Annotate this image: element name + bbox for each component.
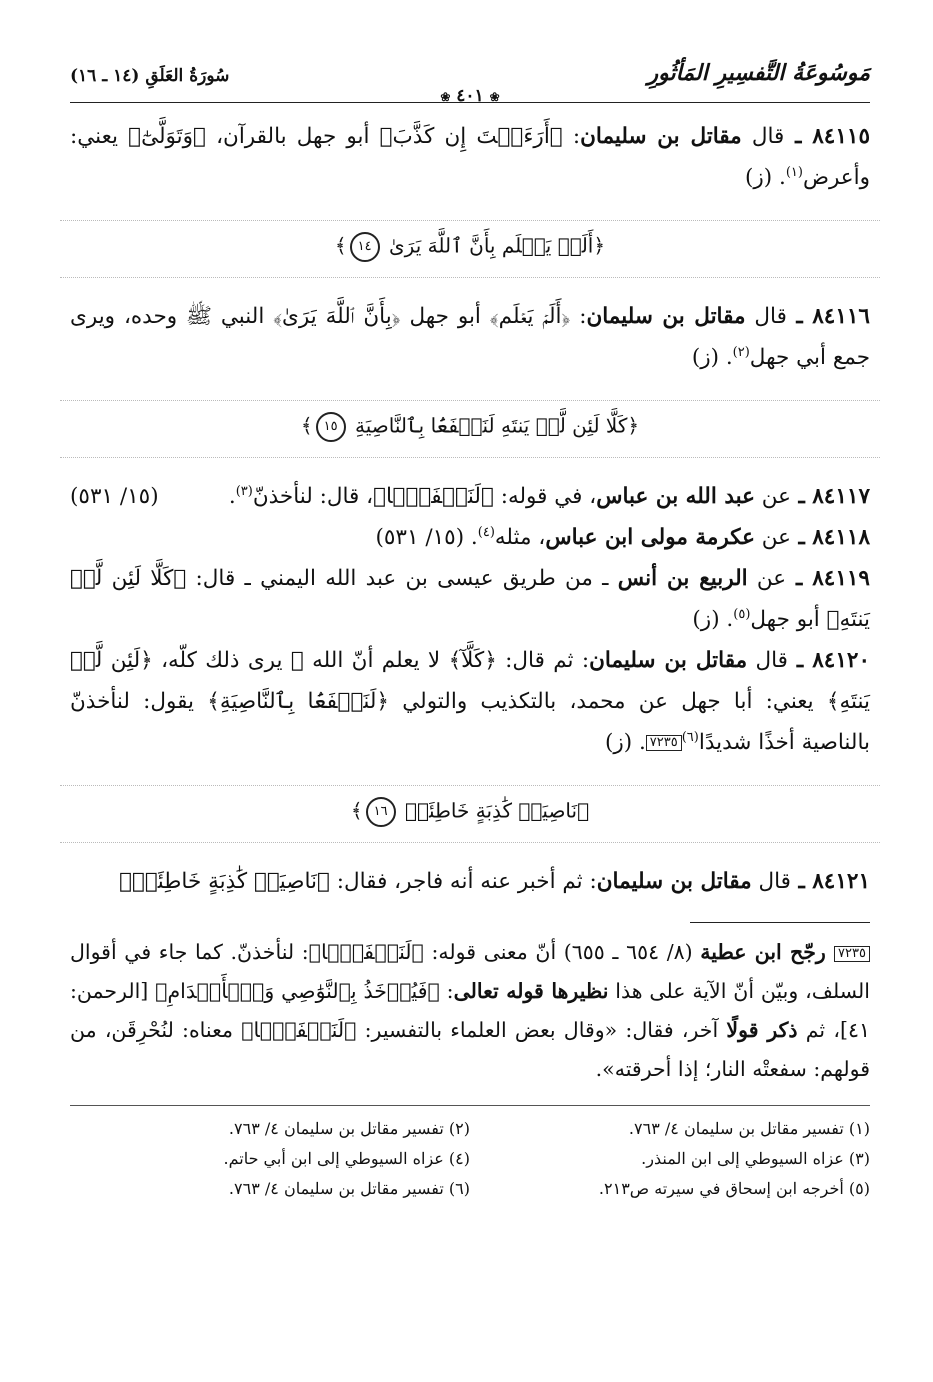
ayah-number-medallion: ١٤ [350,232,380,262]
quran-quote: ﴿أَرَءَيۡتَ إِن كَذَّبَ﴾ [379,124,563,149]
volume-page-ref: (١٥/ ٥٣١) [70,484,159,509]
footnote-2: (٢) تفسير مقاتل بن سليمان ٤/ ٧٦٣. [228,1119,470,1138]
footnote-6: (٦) تفسير مقاتل بن سليمان ٤/ ٧٦٣. [228,1179,470,1198]
ayah-number-medallion: ١٥ [316,412,346,442]
narration-number: ٨٤١١٦ ـ [786,304,870,329]
surah-reference: سُورَةُ العَلَقِ (١٤ ـ ١٦) [70,66,230,86]
verse-heading-15: ﴿كَلَّا لَئِن لَّمۡ يَنتَهِ لَنَسۡفَعَۢا بِٱلنَّاصِيَةِ ١٥﴾ [70,400,870,458]
narration-84120: ٨٤١٢٠ ـ قال مقاتل بن سليمان: ثم قال: ﴿كَلَّآ﴾ لا يعلم أنّ الله ﷻ يرى ذلك كلّه، ﴿لَئِن لَّمۡ يَنتَهِ﴾ يعني: أبا جهل عن محمد، بالتكذيب والتولي ﴿لَنَسۡفَعَۢا بِٱلنَّاصِيَةِ﴾ يقول: لنأخذنّ بالناصية أخذًا شديدًا$^{(٦)}$٧٢٣٥. (ز) [70,648,870,755]
quran-quote: ﴿وَتَوَلَّىٰٓ﴾ [128,124,206,149]
narration-84116: ٨٤١١٦ ـ قال مقاتل بن سليمان: ﴿أَلَمۡ يَعۡلَم﴾ أبو جهل ﴿بِأَنَّ ٱللَّهَ يَرَىٰ﴾ النبي ﷺ وحده، ويرى جمع أبي جهل$^{(٢)}$. (ز) [70,304,870,370]
footnote-marker: (٥) [733,606,751,622]
quran-quote: ﴿لَنَسۡفَعَۢا﴾ [241,1018,357,1042]
narration-number: ٨٤١١٥ ـ [784,124,870,149]
narration-number: ٨٤١١٩ ـ [786,566,870,591]
footnote-marker: (٣) [235,483,253,499]
page-number: ٤٠١ [456,86,484,106]
narration-84117: ٨٤١١٧ ـ عن عبد الله بن عباس، في قوله: ﴿لَنَسۡفَعَۢا﴾، قال: لنأخذنّ$^{(٣)}$. (١٥/ ٥٣١) [70,476,870,517]
ornament-icon: ❀ [440,90,451,104]
narrator: مقاتل بن سليمان [589,648,748,673]
quran-quote: ﴿أَلَمۡ يَعۡلَم﴾ [489,304,571,329]
narrator: مقاتل بن سليمان [586,304,746,329]
quran-quote: ﴿لَئِن لَّمۡ يَنتَهِ﴾ [70,648,870,714]
footnote-marker: (٦) [681,729,699,745]
book-title: مَوسُوعَةُ التَّفسِيرِ المَأثُورِ [647,60,870,86]
verse-text: ﴿أَلَمۡ يَعۡلَم بِأَنَّ ٱللَّهَ يَرَىٰ [389,233,606,258]
volume-page-ref: (١٥/ ٥٣١) [375,525,465,550]
note-reference-box: ٧٢٣٥ [834,946,870,962]
narrator: عبد الله بن عباس [596,484,755,509]
band-line [60,785,880,786]
narrator: الربيع بن أنس [617,566,748,591]
running-header [70,58,870,106]
narration-number: ٨٤١١٨ ـ [790,525,870,550]
narrator: مقاتل بن سليمان [580,124,742,149]
narration-number: ٨٤١٢٠ ـ [787,648,870,673]
narration-84121: ٨٤١٢١ ـ قال مقاتل بن سليمان: ثم أخبر عنه أنه فاجر، فقال: ﴿نَاصِيَةٖ كَٰذِبَةٍ خَاطِئَةٖ﴾ [119,869,870,894]
quran-quote: ﴿كَلَّا لَئِن لَّمۡ يَنتَهِ﴾ [70,566,870,632]
footnote-1: (١) تفسير مقاتل بن سليمان ٤/ ٧٦٣. [628,1119,870,1138]
footnote-4: (٤) عزاه السيوطي إلى ابن أبي حاتم. [223,1149,470,1168]
footnotes-rule [70,1105,870,1106]
verse-heading-16: ﴿نَاصِيَةٖ كَٰذِبَةٍ خَاطِئَةٖ ١٦﴾ [70,785,870,843]
ayah-number-medallion: ١٦ [366,797,396,827]
narration-number: ٨٤١٢١ ـ [790,869,870,894]
band-line [60,277,880,278]
narrator: مقاتل بن سليمان [596,869,752,894]
verse-text: ﴿نَاصِيَةٖ كَٰذِبَةٍ خَاطِئَةٖ [404,798,590,823]
narrator: عكرمة مولى ابن عباس [545,525,755,550]
band-line [60,457,880,458]
commentary-note-7235: ٧٢٣٥ رجّح ابن عطية (٨/ ٦٥٤ ـ ٦٥٥) أنّ معنى قوله: ﴿لَنَسۡفَعَۢا﴾: لنأخذنّ. كما جاء في أقوال السلف، وبيّن أنّ الآية على هذا نظيرها قوله تعالى: ﴿فَيُؤۡخَذُ بِٱلنَّوَٰصِي وَٱلۡأَقۡدَامِ﴾ [الرحمن: ٤١]، ثم ذكر قولًا آخر، فقال: «وقال بعض العلماء بالتفسير: ﴿لَنَسۡفَعَۢا﴾ معناه: لنُحْرِقَن، من قولهم: سفعتْه النار؛ إذا أحرقته». [70,940,870,1081]
quran-quote: ﴿لَنَسۡفَعَۢا﴾ [308,940,424,964]
quran-quote: ﴿لَنَسۡفَعَۢا﴾ [373,484,494,509]
narration-84115: ٨٤١١٥ ـ قال مقاتل بن سليمان: ﴿أَرَءَيۡتَ إِن كَذَّبَ﴾ أبو جهل بالقرآن، ﴿وَتَوَلَّىٰٓ﴾ يعني: وأعرض$^{(١)}$. (ز) [70,124,870,190]
narration-number: ٨٤١١٧ ـ [790,484,870,509]
page [70,58,870,1204]
notes-separator [690,922,870,923]
footnote-marker: (٤) [477,524,495,540]
band-line [60,842,880,843]
note-reference-box[interactable]: ٧٢٣٥ [646,735,682,751]
narration-84118: ٨٤١١٨ ـ عن عكرمة مولى ابن عباس، مثله$^{(٤)}$. (١٥/ ٥٣١) [375,524,870,550]
footnote-5: (٥) أخرجه ابن إسحاق في سيرته ص٢١٣. [598,1179,870,1198]
narration-84119: ٨٤١١٩ ـ عن الربيع بن أنس ـ من طريق عيسى بن عبد الله اليمني ـ قال: ﴿كَلَّا لَئِن لَّمۡ يَنتَهِ﴾ أبو جهل$^{(٥)}$. (ز) [70,566,870,632]
quran-quote: ﴿بِأَنَّ ٱللَّهَ يَرَىٰ﴾ [273,304,401,329]
quran-quote: ﴿لَنَسۡفَعَۢا بِٱلنَّاصِيَةِ﴾ [207,689,389,714]
band-line [60,400,880,401]
quran-quote: ﴿كَلَّآ﴾ [448,648,497,673]
page-number-line [70,86,870,106]
ornament-icon: ❀ [489,90,500,104]
footnote-3: (٣) عزاه السيوطي إلى ابن المنذر. [641,1149,870,1168]
quran-quote: ﴿نَاصِيَةٖ كَٰذِبَةٍ خَاطِئَةٖ﴾ [119,869,330,894]
verse-text: ﴿كَلَّا لَئِن لَّمۡ يَنتَهِ لَنَسۡفَعَۢا بِٱلنَّاصِيَةِ [354,413,640,438]
header-rule [70,102,870,103]
footnote-marker: (٢) [732,344,750,360]
verse-heading-14: ﴿أَلَمۡ يَعۡلَم بِأَنَّ ٱللَّهَ يَرَىٰ ١٤﴾ [70,220,870,278]
footnote-marker: (١) [785,164,803,180]
band-line [60,220,880,221]
footnotes [70,1114,870,1204]
quran-quote: ﴿فَيُؤۡخَذُ بِٱلنَّوَٰصِي وَٱلۡأَقۡدَامِ﴾ [155,979,440,1003]
